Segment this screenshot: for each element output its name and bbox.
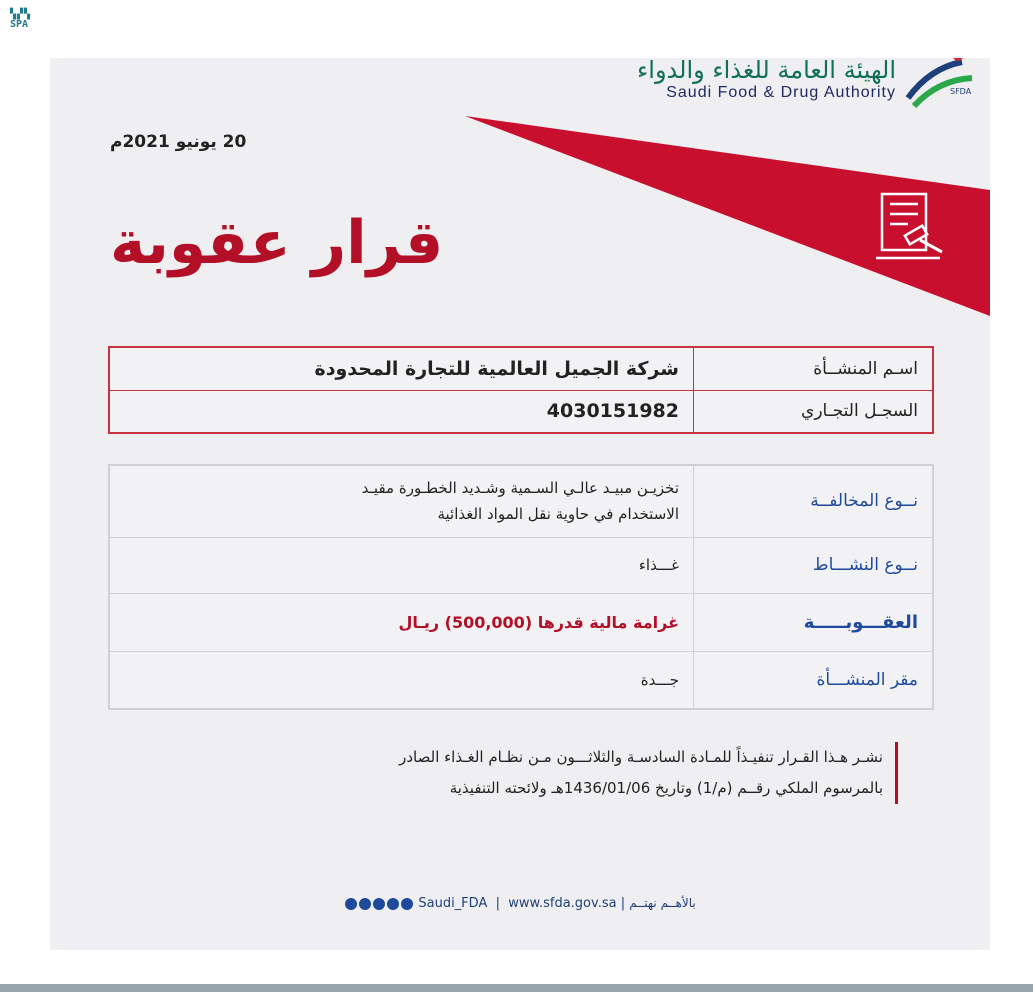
commercial-register-value: 4030151982 bbox=[109, 390, 694, 433]
table-row bbox=[109, 390, 933, 433]
penalty-label: العقـــوبـــــة bbox=[694, 593, 934, 651]
table-row bbox=[109, 537, 933, 593]
announcement-card bbox=[50, 58, 990, 950]
activity-type-value: غـــذاء bbox=[109, 537, 694, 593]
svg-text:SFDA: SFDA bbox=[950, 87, 972, 96]
table-row bbox=[109, 347, 933, 390]
activity-type-label: نــوع النشـــاط bbox=[694, 537, 934, 593]
sfda-logo bbox=[566, 58, 986, 118]
logo-arabic-name: الهيئة العامة للغذاء والدواء bbox=[637, 58, 896, 84]
establishment-name-value: شركة الجميل العالمية للتجارة المحدودة bbox=[109, 347, 694, 390]
footer bbox=[50, 896, 990, 911]
logo-english-name: Saudi Food & Drug Authority bbox=[666, 84, 896, 101]
facebook-icon[interactable] bbox=[401, 898, 413, 910]
establishment-location-value: جـــدة bbox=[109, 651, 694, 709]
establishment-location-label: مقر المنشـــأة bbox=[694, 651, 934, 709]
notice-line-2: بالمرسوم الملكي رقــم (م/1) وتاريخ 1436/01/06هـ ولائحته التنفيذية bbox=[449, 779, 883, 797]
footer-separator-2: | bbox=[620, 896, 626, 911]
page-title: قرار عقوبة bbox=[110, 208, 444, 278]
decision-date: 20 يونيو 2021م bbox=[110, 132, 247, 152]
table-row bbox=[109, 465, 933, 537]
footer-separator: | bbox=[495, 896, 500, 911]
snapchat-icon[interactable] bbox=[387, 898, 399, 910]
sfda-emblem-icon bbox=[900, 58, 982, 114]
instagram-icon[interactable] bbox=[373, 898, 385, 910]
table-row bbox=[109, 593, 933, 651]
commercial-register-label: السجـل التجـاري bbox=[694, 390, 934, 433]
youtube-icon[interactable] bbox=[359, 898, 371, 910]
violation-type-label: نــوع المخالفــة bbox=[694, 465, 934, 537]
violation-details-table bbox=[108, 464, 934, 710]
table-row bbox=[109, 651, 933, 709]
gavel-document-icon bbox=[868, 188, 948, 264]
bottom-strip bbox=[0, 984, 1033, 992]
establishment-info-table bbox=[108, 346, 934, 434]
social-handle[interactable]: Saudi_FDA bbox=[418, 896, 488, 911]
establishment-name-label: اسـم المنشــأة bbox=[694, 347, 934, 390]
slogan: بالأهــم نهتــم bbox=[629, 896, 696, 910]
publication-notice bbox=[143, 742, 898, 804]
notice-line-1: نشـر هـذا القـرار تنفيـذاً للمـادة السادسـة والثلاثـــون مـن نظـام الغـذاء الصادر bbox=[399, 748, 883, 766]
spa-logo: ▚▞▚ SPA bbox=[10, 9, 32, 30]
website-link[interactable]: www.sfda.gov.sa bbox=[508, 896, 617, 911]
twitter-icon[interactable] bbox=[345, 898, 357, 910]
penalty-value: غرامة مالية قدرها (500,000) ريـال bbox=[109, 593, 694, 651]
violation-type-value: تخزيـن مبيـد عالـي السـمية وشـديد الخطـورة مقيـد الاستخدام في حاوية نقل المواد الغذائية bbox=[109, 465, 694, 537]
